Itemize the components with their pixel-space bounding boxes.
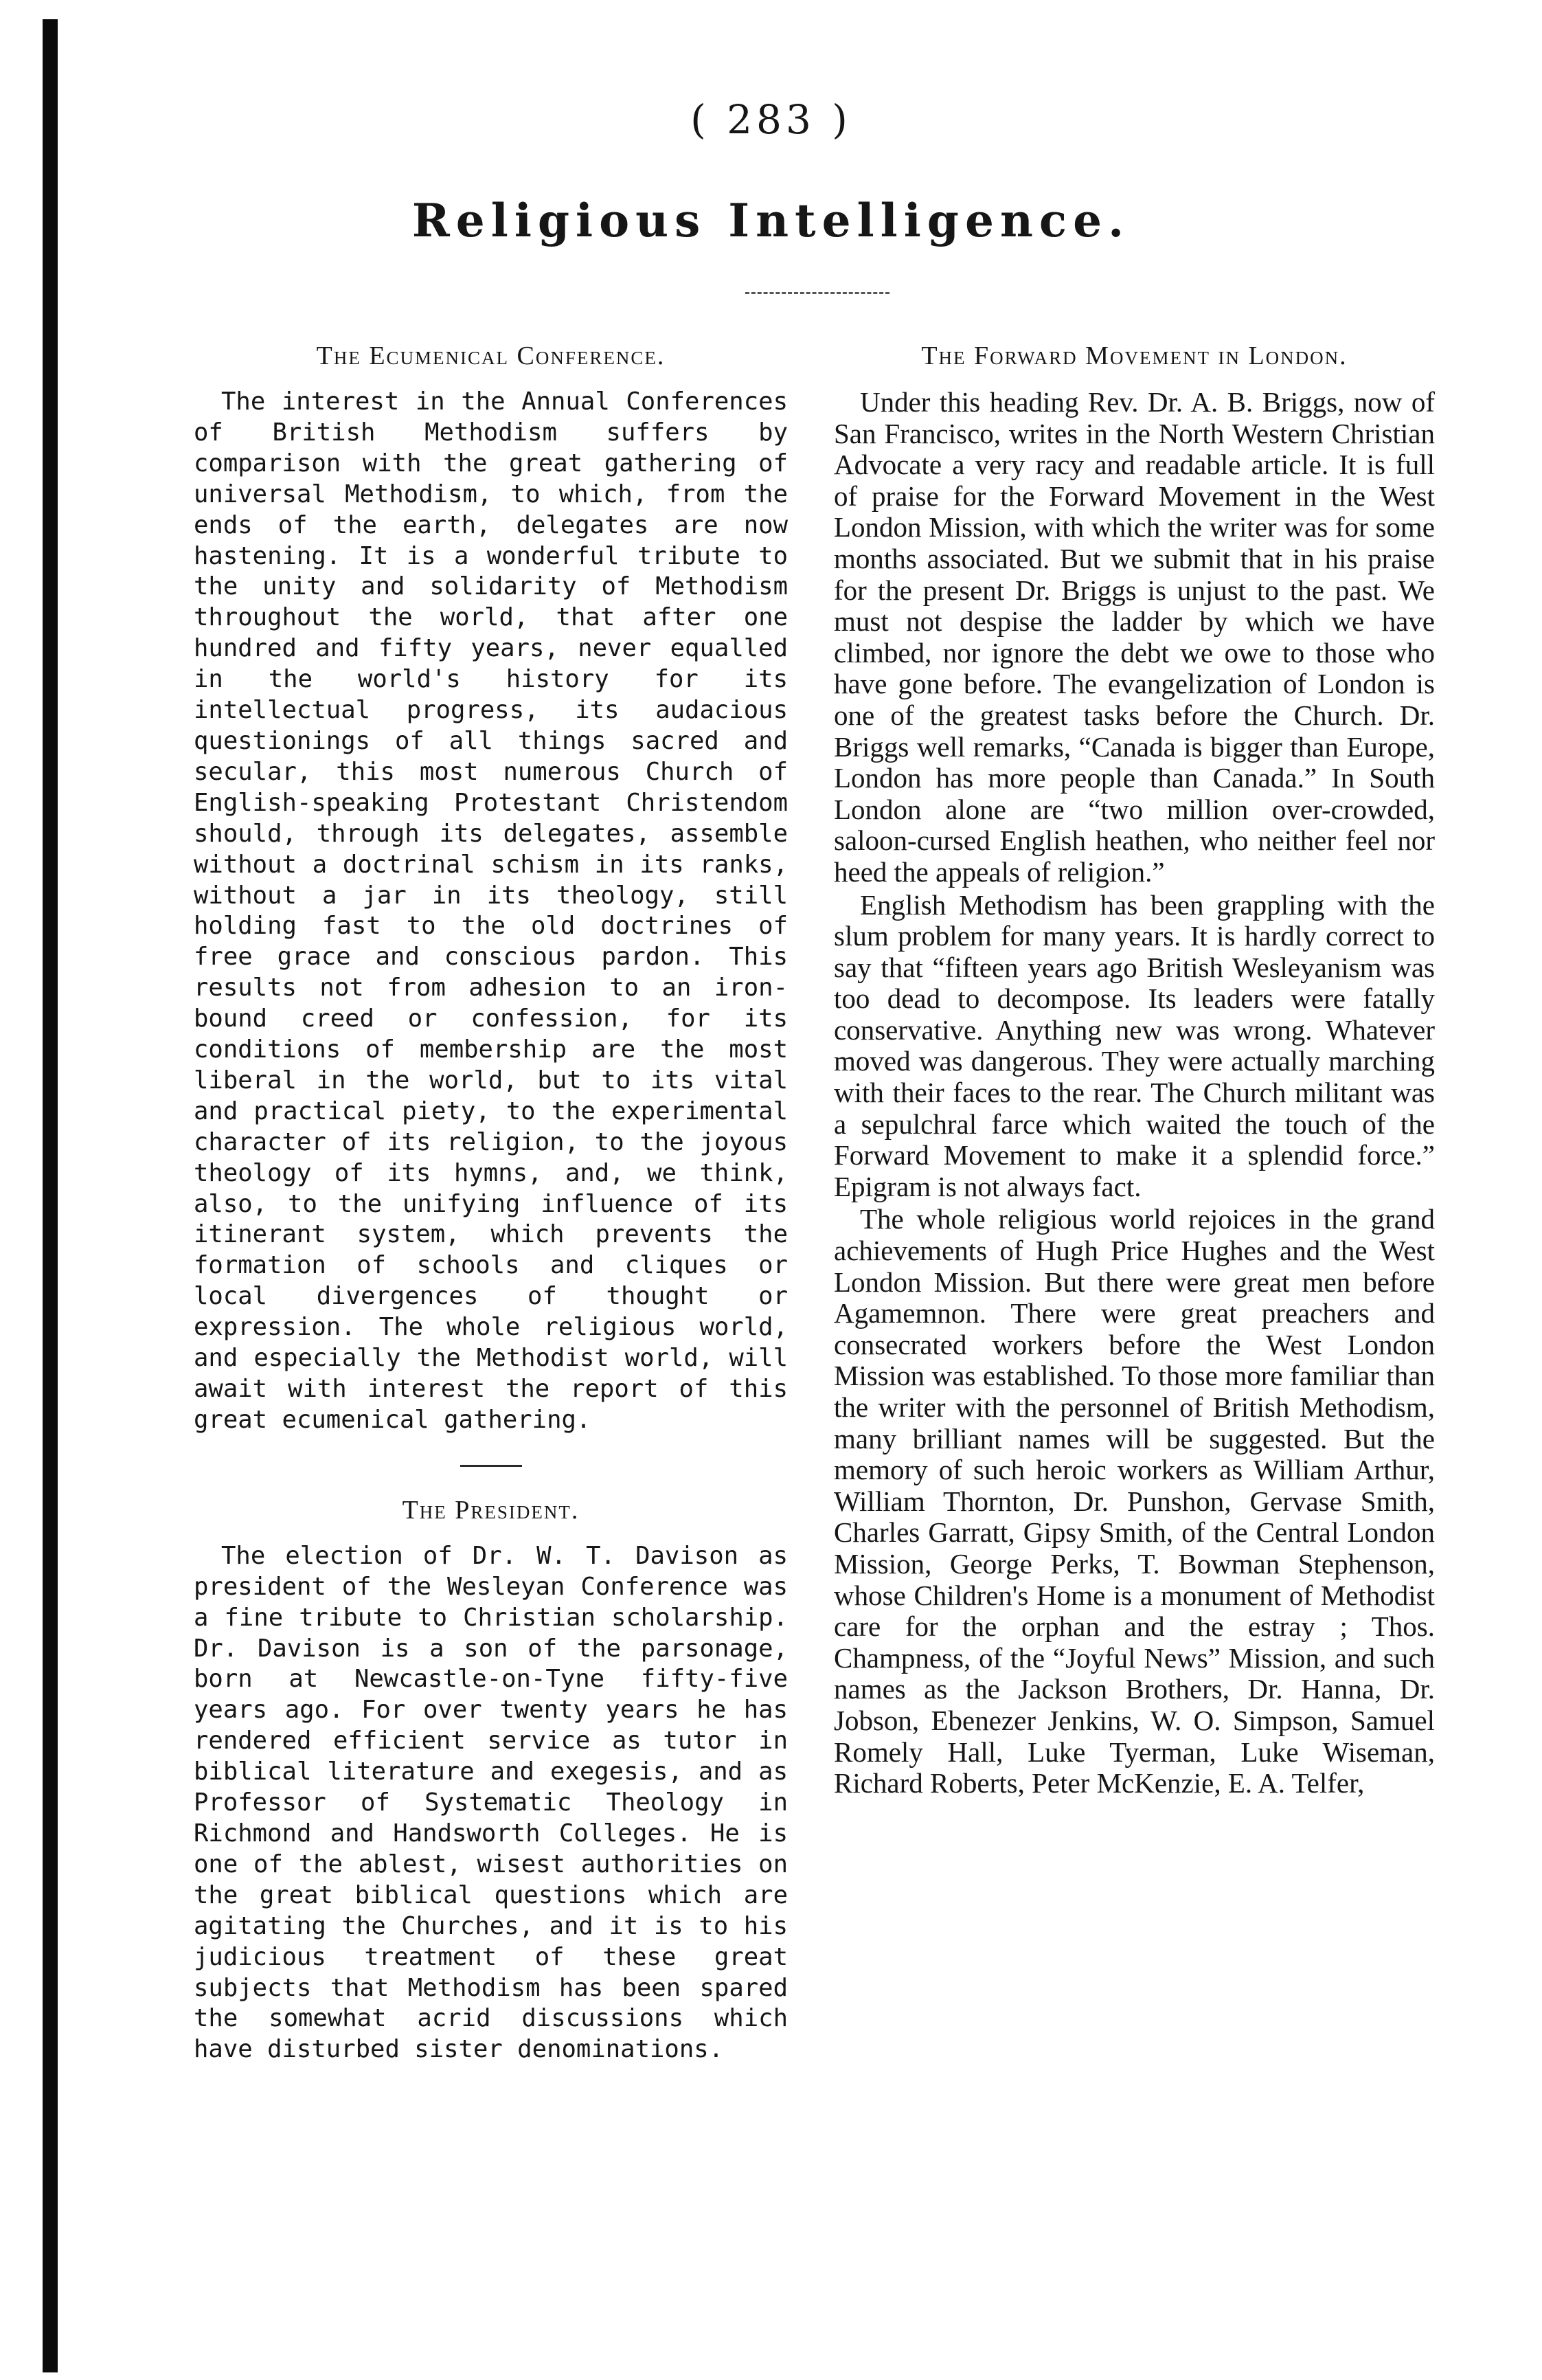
- article-paragraph: English Methodism has been grappling with the slum problem for many years. It is hardly correct to say that “fifteen years ago British Wesleyanism was too dead to decompose. Its leaders were fatally conservative. Anything new was wrong. Whatever moved was dangerous. They were actually marching with their faces to the rear. The Church militant was a sepulchral farce which waited the touch of the Forward Movement to make it a splendid force.” Epigram is not always fact.: [834, 888, 1435, 1202]
- book-binding-edge: [43, 19, 58, 2372]
- article-paragraph: The whole religious world rejoices in the grand achievements of Hugh Price Hughes and the West London Mission. But there were great men before Agamemnon. There were great preachers and consecrated workers before the West London Mission was established. To those more familiar than the writer with the personnel of British Methodism, many brilliant names will be suggested. But the memory of such heroic workers as William Arthur, William Thornton, Dr. Punshon, Gervase Smith, Charles Garratt, Gipsy Smith, of the Central London Mission, George Perks, T. Bowman Stephenson, whose Children's Home is a monument of Methodist care for the orphan and the estray ; Thos. Champness, of the “Joyful News” Mission, and such names as the Jackson Brothers, Dr. Hanna, Dr. Jobson, Ebenezer Jenkins, W. O. Simpson, Samuel Romely Hall, Luke Tyerman, Luke Wiseman, Richard Roberts, Peter McKenzie, E. A. Telfer,: [834, 1203, 1435, 1799]
- section-heading-ecumenical-conference: The Ecumenical Conference.: [316, 341, 666, 370]
- section-heading-forward-movement: The Forward Movement in London.: [921, 341, 1348, 370]
- section-heading-president: The President.: [402, 1495, 580, 1525]
- right-column: [834, 340, 1435, 1799]
- section-divider: [460, 1465, 522, 1467]
- headline-ornament-rule: [745, 292, 889, 294]
- article-paragraph: The election of Dr. W. T. Davison as president of the Wesleyan Conference was a fine tribute to Christian scholarship. Dr. Davison is a son of the parsonage, born at Newcastle-on-Tyne fifty-five years ago. For over twenty years he has rendered efficient service as tutor in biblical literature and exegesis, and as Professor of Systematic Theology in Richmond and Handsworth Colleges. He is one of the ablest, wisest authorities on the great biblical questions which are agitating the Churches, and it is to his judicious treatment of these great subjects that Methodism has been spared the somewhat acrid discussions which have disturbed sister denominations.: [194, 1541, 788, 2064]
- article-paragraph: Under this heading Rev. Dr. A. B. Briggs, now of San Francisco, writes in the North Western Christian Advocate a very racy and readable article. It is full of praise for the Forward Movement in the West London Mission, with which the writer was for some months associated. But we submit that in his praise for the present Dr. Briggs is unjust to the past. We must not despise the ladder by which we have climbed, nor ignore the debt we owe to those who have gone before. The evangelization of London is one of the greatest tasks before the Church. Dr. Briggs well remarks, “Canada is bigger than Europe, London has more people than Canada.” In South London alone are “two million over-crowded, saloon-cursed English heathen, who neither feel nor heed the appeals of religion.”: [834, 386, 1435, 888]
- left-column: [194, 340, 788, 2065]
- article-paragraph: The interest in the Annual Conferences of British Methodism suffers by comparison with the great gathering of universal Methodism, to which, from the ends of the earth, delegates are now hastening. It is a wonderful tribute to the unity and solidarity of Methodism throughout the world, that after one hundred and fifty years, never equalled in the world's history for its intellectual progress, its audacious questionings of all things sacred and secular, this most numerous Church of English-speaking Protestant Christendom should, through its delegates, assemble without a doctrinal schism in its ranks, without a jar in its theology, still holding fast to the old doctrines of free grace and conscious pardon. This results not from adhesion to an iron-bound creed or confession, for its conditions of membership are the most liberal in the world, but to its vital and practical piety, to the experimental character of its religion, to the joyous theology of its hymns, and, we think, also, to the unifying influence of its itinerant system, which prevents the formation of schools and cliques or local divergences of thought or expression. The whole religious world, and especially the Methodist world, will await with interest the report of this great ecumenical gathering.: [194, 388, 788, 1434]
- page-number: ( 283 ): [690, 96, 852, 143]
- page-headline: Religious Intelligence.: [411, 194, 1131, 247]
